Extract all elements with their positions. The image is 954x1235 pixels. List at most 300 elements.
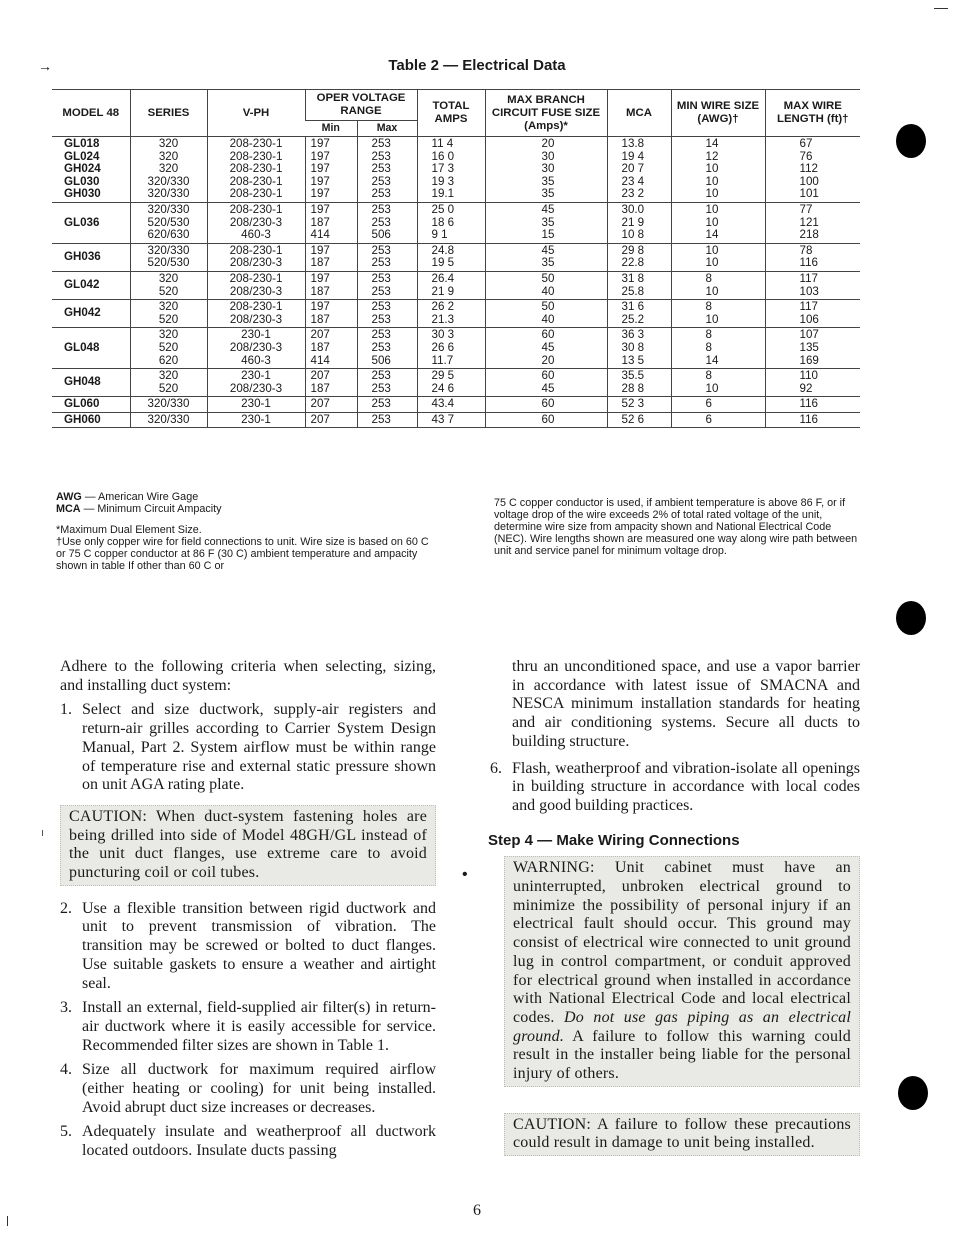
cell-vmin: [305, 328, 357, 369]
cell-max-fuse-line: 40: [541, 312, 555, 326]
item-number: 1.: [60, 701, 72, 719]
cell-min-wire: [671, 243, 765, 271]
cell-model-line: GH024: [64, 162, 101, 176]
table-body: [52, 137, 860, 428]
cell-series-line: 520: [158, 381, 179, 395]
legend-mca: [56, 503, 436, 515]
cell-model: [52, 137, 130, 203]
cell-total-amps-line: 43.4: [431, 397, 455, 411]
cell-mca: [607, 202, 671, 243]
cell-total-amps-line: 21 9: [431, 284, 455, 298]
cell-max-fuse-line: 60: [541, 328, 555, 342]
cell-min-wire-line: 8: [705, 340, 712, 354]
cell-mca-line: 13 5: [621, 353, 645, 367]
cell-vmin-line: 187: [310, 215, 330, 229]
cell-vmin: [305, 300, 357, 328]
cell-vph-line: 208-230-1: [229, 149, 283, 163]
cell-max-fuse-line: 30: [541, 149, 555, 163]
cell-max-length: [765, 328, 860, 369]
cell-vph-line: 208-230-1: [229, 271, 283, 285]
cell-min-wire-line: 14: [705, 137, 719, 150]
cell-vmin: [305, 271, 357, 299]
cell-series: [130, 137, 207, 203]
legend-right: [494, 497, 866, 557]
cell-vmax: [357, 271, 417, 299]
cell-vmax: [357, 300, 417, 328]
list-item-5: [60, 1123, 436, 1160]
cell-vmin-line: 197: [310, 243, 330, 257]
header-max-length: MAX WIRE LENGTH (ft)†: [765, 90, 860, 137]
cell-vmin-line: 187: [310, 340, 330, 354]
legend-note-wire-cont: 75 C copper conductor is used, if ambient temperature is above 86 F, or if voltage drop of the wire exceeds 2% of total rated voltage of the unit, determine wire size from ampacity shown and National Electrical Code (NEC). Wire lengths shown are measured one way along wire path between unit and service panel for minimum voltage drop.: [494, 497, 858, 557]
electrical-data-table: [52, 89, 860, 428]
cell-vmin-line: 197: [310, 271, 330, 285]
cell-vph-line: 208-230-1: [229, 137, 283, 150]
cell-series-line: 320/330: [147, 412, 190, 426]
cell-vmax: [357, 328, 417, 369]
cell-vmin: [305, 202, 357, 243]
cell-mca: [607, 412, 671, 428]
cell-model: [52, 369, 130, 397]
cell-max-fuse-line: 60: [541, 397, 555, 411]
page-number: 6: [473, 1202, 481, 1219]
cell-vmin-line: 207: [310, 397, 330, 411]
cell-vmin-line: 187: [310, 284, 330, 298]
cell-max-length-line: 135: [799, 340, 819, 354]
cell-vph: [207, 300, 305, 328]
cell-max-fuse-line: 60: [541, 412, 555, 426]
table-row: [52, 369, 860, 397]
cell-min-wire: [671, 271, 765, 299]
cell-series-line: 520: [158, 340, 179, 354]
list-item-2: [60, 900, 436, 994]
item-number: 2.: [60, 899, 72, 917]
cell-max-fuse-line: 45: [541, 243, 555, 257]
cell-vmax-line: 253: [371, 187, 391, 201]
mca-def: — Minimum Circuit Ampacity: [80, 503, 222, 515]
cell-total-amps: [417, 328, 485, 369]
cell-series: [130, 202, 207, 243]
cell-vmin: [305, 369, 357, 397]
cell-max-fuse: [485, 397, 607, 413]
cell-mca-line: 23 2: [621, 187, 645, 201]
cell-series-line: 620/630: [147, 228, 190, 242]
table-row: [52, 202, 860, 243]
margin-dot-mark: •: [462, 866, 468, 883]
cell-mca-line: 10 8: [621, 228, 645, 242]
table-row: [52, 328, 860, 369]
cell-vmax-line: 253: [371, 300, 391, 314]
cell-series: [130, 328, 207, 369]
cell-vmax-line: 253: [371, 340, 391, 354]
legend-note-fuse: *Maximum Dual Element Size.: [56, 524, 202, 536]
list-item-1: [60, 701, 436, 795]
cell-max-fuse-line: 20: [541, 137, 555, 150]
awg-def: — American Wire Gage: [81, 491, 199, 503]
cell-min-wire-line: 10: [705, 215, 719, 229]
table-row: [52, 137, 860, 203]
cell-series-line: 320/330: [147, 397, 190, 411]
cell-max-fuse: [485, 412, 607, 428]
cell-vph-line: 208-230-1: [229, 187, 283, 201]
cell-vmax: [357, 412, 417, 428]
step-4-heading: Step 4 — Make Wiring Connections: [488, 831, 740, 849]
item-number: 3.: [60, 999, 72, 1017]
margin-bullet: [896, 601, 926, 635]
cell-series: [130, 369, 207, 397]
cell-model-line: GH042: [64, 306, 101, 320]
table-row: [52, 243, 860, 271]
cell-model: [52, 300, 130, 328]
cell-total-amps: [417, 271, 485, 299]
cell-max-length-line: 169: [799, 353, 819, 367]
cell-model: [52, 202, 130, 243]
cell-vmin-line: 207: [310, 369, 330, 383]
list-item-3: [60, 999, 436, 1055]
cell-model-line: GH036: [64, 250, 101, 264]
cell-max-fuse-line: 15: [541, 228, 555, 242]
cell-total-amps-line: 19.1: [431, 187, 455, 201]
cell-series-line: 320: [158, 369, 179, 383]
cell-max-fuse: [485, 369, 607, 397]
cell-total-amps-line: 9 1: [431, 228, 448, 242]
cell-vph: [207, 369, 305, 397]
cell-vmin-line: 197: [310, 162, 330, 176]
cell-max-fuse: [485, 328, 607, 369]
cell-vph-line: 230-1: [241, 397, 271, 411]
cell-mca-line: 31 8: [621, 271, 645, 285]
cell-vmax: [357, 137, 417, 203]
legend-awg: [56, 491, 436, 503]
header-vph: V-PH: [207, 90, 305, 137]
cell-model: [52, 412, 130, 428]
cell-total-amps-line: 17 3: [431, 162, 455, 176]
cell-model: [52, 271, 130, 299]
cell-min-wire-line: 8: [705, 300, 712, 314]
table-row: [52, 412, 860, 428]
cell-max-fuse: [485, 137, 607, 203]
cell-vmax-line: 253: [371, 381, 391, 395]
cell-vmax-line: 253: [371, 256, 391, 270]
cell-mca-line: 30.0: [621, 202, 645, 216]
cell-max-fuse-line: 30: [541, 162, 555, 176]
cell-min-wire: [671, 328, 765, 369]
cell-series-line: 520/530: [147, 256, 190, 270]
cell-min-wire-line: 6: [705, 412, 712, 426]
cell-vph: [207, 137, 305, 203]
cell-vph-line: 230-1: [241, 369, 271, 383]
cell-max-length: [765, 412, 860, 428]
header-series: SERIES: [130, 90, 207, 137]
cell-max-length-line: 110: [799, 369, 818, 383]
cell-vph: [207, 202, 305, 243]
cell-min-wire-line: 8: [705, 328, 712, 342]
cell-vph-line: 208-230-1: [229, 243, 283, 257]
list-item-4: [60, 1061, 436, 1117]
cell-total-amps: [417, 397, 485, 413]
cell-min-wire-line: 12: [705, 149, 719, 163]
cell-model-line: GH060: [64, 412, 101, 426]
cell-total-amps: [417, 202, 485, 243]
cell-max-length: [765, 300, 860, 328]
item-text: Adequately insulate and weatherproof all ductwork located outdoors. Insulate ducts passing: [82, 1123, 436, 1160]
cell-series-line: 320/330: [147, 174, 190, 188]
cell-mca-line: 30 8: [621, 340, 645, 354]
cell-max-length: [765, 369, 860, 397]
cell-max-length-line: 116: [799, 256, 818, 270]
cell-vmax-line: 253: [371, 328, 391, 342]
cell-total-amps-line: 26 6: [431, 340, 455, 354]
cell-series: [130, 271, 207, 299]
margin-bullet: [898, 1076, 928, 1110]
cell-vph: [207, 328, 305, 369]
cell-min-wire: [671, 300, 765, 328]
cell-total-amps-line: 43 7: [431, 412, 455, 426]
cell-max-length-line: 116: [799, 397, 818, 411]
cell-series-line: 520: [158, 312, 179, 326]
cell-mca-line: 31 6: [621, 300, 645, 314]
warning-text: WARNING: Unit cabinet must have an uninterrupted, unbroken electrical ground to minimize the possibility of personal injury if an electrical fault should occur. This ground may consist of electrical wire connected to unit ground lug in control compartment, or conduit approved for electrical ground when installed in accordance with National Electrical Code and local electrical codes.: [513, 859, 851, 1026]
margin-bullet: [896, 124, 926, 158]
table-row: [52, 271, 860, 299]
cell-total-amps-line: 26.4: [431, 271, 455, 285]
cell-min-wire: [671, 397, 765, 413]
cell-model: [52, 328, 130, 369]
cell-max-fuse-line: 35: [541, 187, 555, 201]
cell-max-fuse: [485, 243, 607, 271]
cell-min-wire: [671, 137, 765, 203]
cell-vmax-line: 506: [371, 353, 391, 367]
cell-series-line: 320: [158, 300, 179, 314]
cell-model-line: GL024: [64, 149, 100, 163]
cell-series-line: 320/330: [147, 187, 190, 201]
cell-vmax-line: 506: [371, 228, 391, 242]
cell-vph-line: 208/230-3: [229, 381, 283, 395]
cell-vmax-line: 253: [371, 284, 391, 298]
cell-model-line: GL018: [64, 137, 100, 150]
cell-model-line: GL042: [64, 278, 100, 292]
legend-left: [56, 491, 436, 572]
cell-min-wire-line: 10: [705, 162, 719, 176]
cell-vmax-line: 253: [371, 149, 391, 163]
cell-mca: [607, 243, 671, 271]
cell-max-fuse-line: 35: [541, 215, 555, 229]
cell-mca-line: 28 8: [621, 381, 645, 395]
cell-vmin-line: 187: [310, 256, 330, 270]
cell-min-wire-line: 10: [705, 243, 719, 257]
cell-series-line: 320: [158, 137, 179, 150]
cell-vmin-line: 187: [310, 312, 330, 326]
cell-max-length: [765, 202, 860, 243]
cell-max-length-line: 103: [799, 284, 819, 298]
duct-intro: Adhere to the following criteria when selecting, sizing, and installing duct system:: [60, 658, 436, 694]
cell-max-fuse: [485, 271, 607, 299]
cell-vph-line: 230-1: [241, 412, 271, 426]
cell-total-amps-line: 26 2: [431, 300, 455, 314]
table-row: [52, 397, 860, 413]
cell-vph-line: 460-3: [241, 228, 271, 242]
cell-min-wire-line: 10: [705, 312, 719, 326]
table-title: Table 2 — Electrical Data: [388, 57, 566, 74]
cell-vmin: [305, 412, 357, 428]
cell-model-line: GH030: [64, 187, 101, 201]
cell-total-amps-line: 24.8: [431, 243, 455, 257]
cell-max-fuse: [485, 202, 607, 243]
cell-vmin-line: 414: [310, 353, 330, 367]
header-oper-voltage: OPER VOLTAGE RANGE: [305, 90, 417, 121]
cell-max-length-line: 101: [799, 187, 819, 201]
warning-italic-text: Do not use gas piping as an electrical ground.: [513, 1008, 852, 1045]
item-text: Install an external, field-supplied air filter(s) in return-air ductwork where it is easily accessible for service. Recommended filter sizes are shown in Table 1.: [82, 999, 436, 1054]
cell-max-fuse-line: 45: [541, 340, 555, 354]
cell-vph-line: 208-230-1: [229, 202, 283, 216]
cell-max-length: [765, 397, 860, 413]
item-number: 5.: [60, 1123, 72, 1141]
cell-min-wire-line: 10: [705, 256, 719, 270]
cell-mca-line: 13.8: [621, 137, 645, 150]
table-row: [52, 300, 860, 328]
cell-vmax: [357, 243, 417, 271]
cell-series-line: 520: [158, 284, 179, 298]
cell-max-length-line: 112: [799, 162, 818, 176]
cell-total-amps-line: 24 6: [431, 381, 455, 395]
cell-vmax-line: 253: [371, 162, 391, 176]
caution-box-duct: CAUTION: When duct-system fastening holes are being drilled into side of Model 48GH/GL instead of the unit duct flanges, use extreme care to avoid puncturing coil or coil tubes.: [60, 805, 436, 886]
cell-series-line: 320/330: [147, 243, 190, 257]
cell-mca-line: 35.5: [621, 369, 645, 383]
cell-vph-line: 208-230-1: [229, 174, 283, 188]
cell-max-fuse: [485, 300, 607, 328]
cell-total-amps-line: 21.3: [431, 312, 455, 326]
item-text: Size all ductwork for maximum required airflow (either heating or cooling) for unit being installed. Avoid abrupt duct size increases or decreases.: [82, 1061, 436, 1116]
cell-mca-line: 52 3: [621, 397, 645, 411]
cell-series-line: 320: [158, 162, 179, 176]
item-text: Use a flexible transition between rigid ductwork and unit to prevent transmission of vibration. The transition may be screwed or bolted to duct flanges. Use suitable gaskets to ensure a weather and airtight seal.: [82, 899, 436, 992]
margin-tick-mark: [42, 830, 43, 836]
header-mca: MCA: [607, 90, 671, 137]
cell-mca-line: 36 3: [621, 328, 645, 342]
cell-max-length: [765, 271, 860, 299]
cell-vmin-line: 187: [310, 381, 330, 395]
cell-mca: [607, 328, 671, 369]
cell-min-wire-line: 10: [705, 284, 719, 298]
cell-vph: [207, 271, 305, 299]
warning-text-end: A failure to follow this warning could result in the installer being liable for the personal injury of others.: [513, 1027, 851, 1083]
header-min: Min: [305, 121, 357, 137]
cell-max-fuse-line: 45: [541, 381, 555, 395]
cell-max-length-line: 106: [799, 312, 819, 326]
cell-max-length: [765, 243, 860, 271]
cell-max-fuse-line: 60: [541, 369, 555, 383]
cell-vph-line: 208/230-3: [229, 215, 283, 229]
cell-vmax-line: 253: [371, 312, 391, 326]
cell-series-line: 320: [158, 271, 179, 285]
cell-vmin: [305, 137, 357, 203]
cell-max-fuse-line: 40: [541, 284, 555, 298]
cell-mca: [607, 300, 671, 328]
cell-min-wire-line: 10: [705, 174, 719, 188]
cell-max-fuse-line: 35: [541, 256, 555, 270]
cell-vmax: [357, 202, 417, 243]
cell-model-line: GH048: [64, 375, 101, 389]
cell-min-wire-line: 14: [705, 353, 719, 367]
cell-vmin-line: 207: [310, 412, 330, 426]
corner-rule: [934, 8, 948, 9]
cell-max-length-line: 67: [799, 137, 813, 150]
mca-abbr: MCA: [56, 503, 81, 515]
cell-min-wire-line: 10: [705, 202, 719, 216]
cell-max-length-line: 78: [799, 243, 813, 257]
cell-mca: [607, 397, 671, 413]
cell-max-length-line: 218: [799, 228, 819, 242]
cell-mca-line: 52 6: [621, 412, 645, 426]
cell-total-amps: [417, 369, 485, 397]
cell-series: [130, 412, 207, 428]
cell-model-line: GL036: [64, 215, 100, 229]
cell-min-wire-line: 14: [705, 228, 719, 242]
cell-vph-line: 208/230-3: [229, 340, 283, 354]
item-number: 4.: [60, 1061, 72, 1079]
cell-min-wire: [671, 412, 765, 428]
header-max: Max: [357, 121, 417, 137]
item-5-continued: thru an unconditioned space, and use a vapor barrier in accordance with latest issue of SMACNA and NESCA minimum installation standards for heating and air conditioning systems. Secure all ducts to building structure.: [512, 658, 860, 750]
cell-max-length-line: 107: [799, 328, 819, 342]
caution-box-wiring: CAUTION: A failure to follow these precautions could result in damage to unit being installed.: [504, 1113, 860, 1156]
cell-min-wire-line: 10: [705, 381, 719, 395]
cell-vmax-line: 253: [371, 271, 391, 285]
cell-vmax: [357, 369, 417, 397]
left-column: [60, 658, 436, 1161]
cell-series-line: 320: [158, 328, 179, 342]
cell-vmin-line: 197: [310, 137, 330, 150]
cell-vph-line: 208/230-3: [229, 312, 283, 326]
cell-total-amps-line: 25 0: [431, 202, 455, 216]
cell-max-length-line: 100: [799, 174, 819, 188]
cell-max-length-line: 92: [799, 381, 813, 395]
list-item-6: [490, 760, 860, 816]
cell-min-wire-line: 8: [705, 271, 712, 285]
cell-max-length-line: 76: [799, 149, 813, 163]
warning-box-ground: [504, 856, 860, 1086]
cell-vmin-line: 197: [310, 202, 330, 216]
cell-total-amps-line: 11 4: [431, 137, 454, 150]
cell-vmin-line: 197: [310, 300, 330, 314]
cell-vmax-line: 253: [371, 137, 391, 150]
cell-vmax: [357, 397, 417, 413]
cell-vmax-line: 253: [371, 215, 391, 229]
cell-vmax-line: 253: [371, 174, 391, 188]
cell-mca: [607, 369, 671, 397]
cell-mca-line: 22.8: [621, 256, 645, 270]
cell-total-amps-line: 29 5: [431, 369, 455, 383]
cell-total-amps: [417, 300, 485, 328]
cell-series: [130, 243, 207, 271]
cell-vmax-line: 253: [371, 243, 391, 257]
cell-vph: [207, 243, 305, 271]
cell-total-amps-line: 30 3: [431, 328, 455, 342]
cell-max-fuse-line: 35: [541, 174, 555, 188]
item-text: Flash, weatherproof and vibration-isolate all openings in building structure in accordance with local codes and good building practices.: [512, 759, 860, 814]
cell-min-wire-line: 10: [705, 187, 719, 201]
cell-min-wire-line: 8: [705, 369, 712, 383]
cell-mca-line: 29 8: [621, 243, 645, 257]
cell-vmin-line: 197: [310, 149, 330, 163]
cell-max-length-line: 116: [799, 412, 818, 426]
cell-model: [52, 397, 130, 413]
cell-vph-line: 230-1: [241, 328, 271, 342]
cell-max-fuse-line: 50: [541, 271, 555, 285]
cell-max-length: [765, 137, 860, 203]
